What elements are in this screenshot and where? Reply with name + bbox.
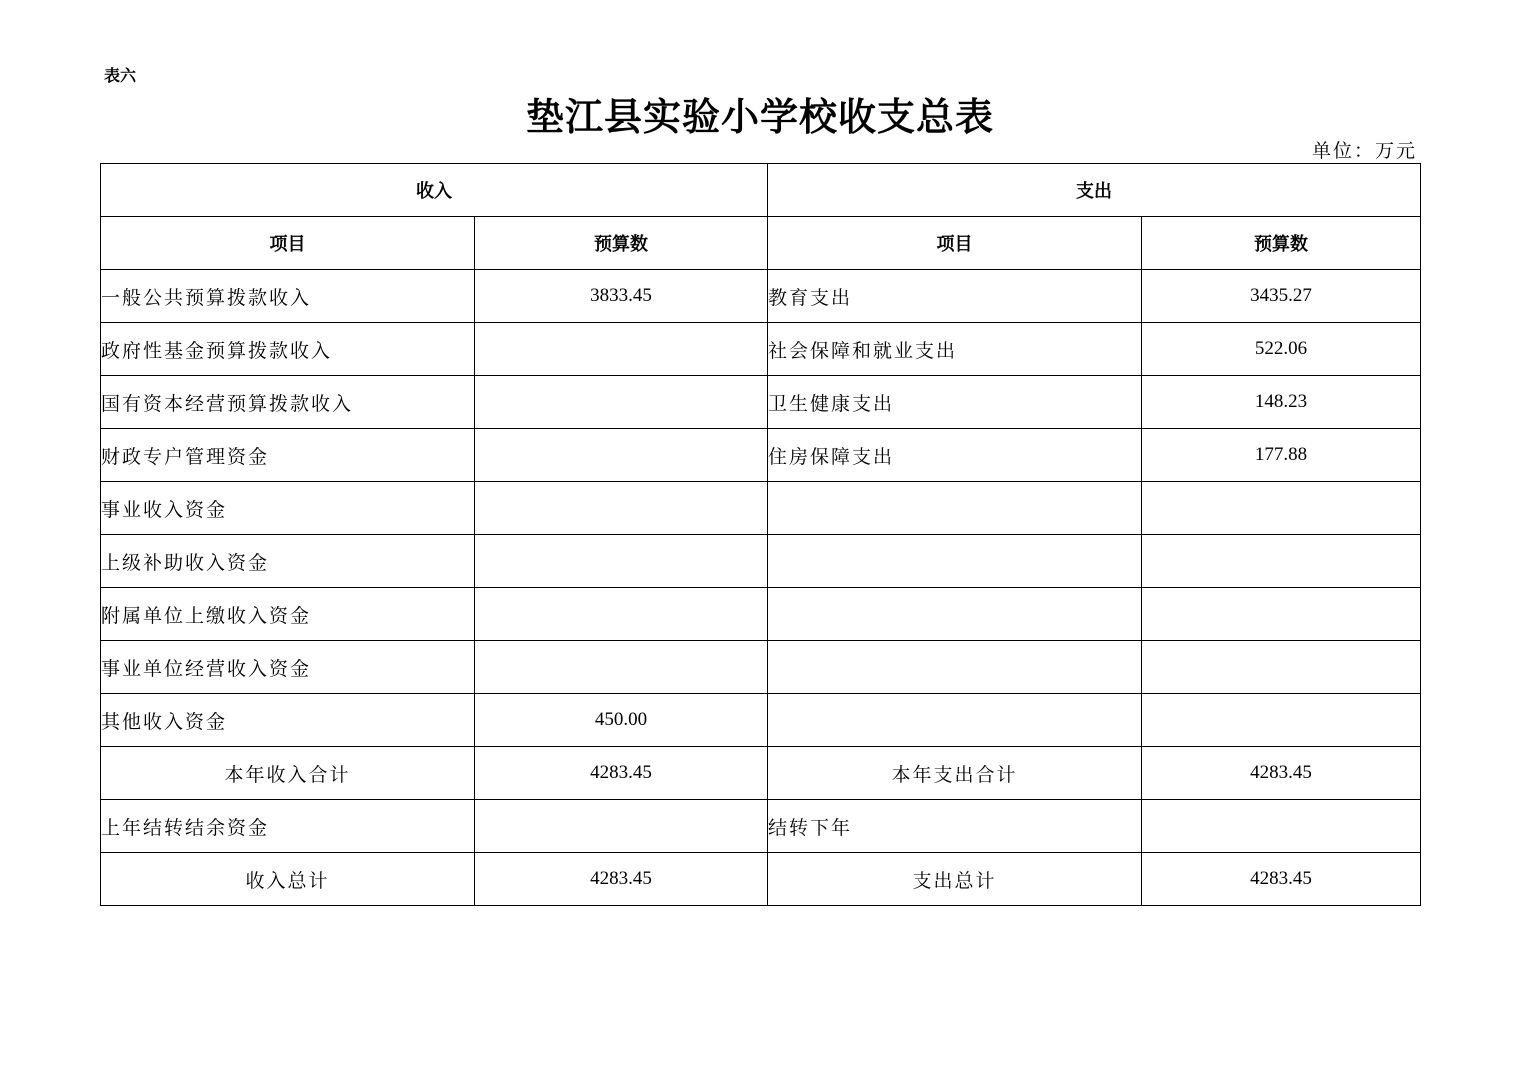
income-value-cell: 4283.45: [475, 853, 768, 906]
expense-value-cell: [1142, 800, 1421, 853]
table-label: 表六: [104, 66, 137, 85]
income-budget-header: 预算数: [475, 217, 768, 270]
expense-item-cell: [768, 588, 1142, 641]
expense-item-cell: [768, 482, 1142, 535]
table-row: [101, 853, 1421, 906]
unit-label: 单位：万元: [1311, 140, 1417, 162]
income-item-cell: 事业单位经营收入资金: [101, 641, 475, 694]
table-row: [101, 800, 1421, 853]
expense-budget-header: 预算数: [1142, 217, 1421, 270]
expense-value-cell: [1142, 482, 1421, 535]
income-value-cell: [475, 323, 768, 376]
expense-item-cell: [768, 535, 1142, 588]
expense-item-cell: 本年支出合计: [768, 747, 1142, 800]
income-item-cell: 其他收入资金: [101, 694, 475, 747]
expense-item-cell: [768, 641, 1142, 694]
income-item-cell: 财政专户管理资金: [101, 429, 475, 482]
income-item-cell: 上年结转结余资金: [101, 800, 475, 853]
table-row: [101, 270, 1421, 323]
table-row: [101, 588, 1421, 641]
page-title: 垫江县实验小学校收支总表: [525, 94, 994, 139]
expense-group-header: 支出: [768, 164, 1421, 217]
column-header-row: [101, 217, 1421, 270]
group-header-row: [101, 164, 1421, 217]
table-row: [101, 429, 1421, 482]
expense-value-cell: [1142, 694, 1421, 747]
expense-item-cell: 结转下年: [768, 800, 1142, 853]
income-value-cell: [475, 800, 768, 853]
expense-value-cell: [1142, 535, 1421, 588]
income-value-cell: 4283.45: [475, 747, 768, 800]
income-value-cell: [475, 641, 768, 694]
income-value-cell: [475, 376, 768, 429]
expense-value-cell: [1142, 641, 1421, 694]
table-row: [101, 694, 1421, 747]
income-value-cell: 3833.45: [475, 270, 768, 323]
income-expense-table: [100, 163, 1421, 906]
expense-value-cell: 4283.45: [1142, 747, 1421, 800]
income-item-cell: 上级补助收入资金: [101, 535, 475, 588]
expense-value-cell: [1142, 588, 1421, 641]
table-row: [101, 323, 1421, 376]
table-row: [101, 641, 1421, 694]
expense-item-cell: 支出总计: [768, 853, 1142, 906]
income-item-cell: 本年收入合计: [101, 747, 475, 800]
expense-value-cell: 3435.27: [1142, 270, 1421, 323]
income-item-cell: 收入总计: [101, 853, 475, 906]
income-item-cell: 附属单位上缴收入资金: [101, 588, 475, 641]
income-item-cell: 一般公共预算拨款收入: [101, 270, 475, 323]
income-value-cell: [475, 535, 768, 588]
expense-value-cell: 148.23: [1142, 376, 1421, 429]
expense-value-cell: 177.88: [1142, 429, 1421, 482]
expense-item-cell: 教育支出: [768, 270, 1142, 323]
expense-item-cell: 卫生健康支出: [768, 376, 1142, 429]
expense-item-cell: [768, 694, 1142, 747]
table-row: [101, 747, 1421, 800]
income-value-cell: [475, 429, 768, 482]
expense-item-cell: 住房保障支出: [768, 429, 1142, 482]
income-group-header: 收入: [101, 164, 768, 217]
expense-item-header: 项目: [768, 217, 1142, 270]
table-row: [101, 535, 1421, 588]
table-row: [101, 482, 1421, 535]
expense-value-cell: 4283.45: [1142, 853, 1421, 906]
income-item-cell: 政府性基金预算拨款收入: [101, 323, 475, 376]
expense-item-cell: 社会保障和就业支出: [768, 323, 1142, 376]
income-item-cell: 事业收入资金: [101, 482, 475, 535]
income-item-header: 项目: [101, 217, 475, 270]
income-value-cell: [475, 588, 768, 641]
table-row: [101, 376, 1421, 429]
income-item-cell: 国有资本经营预算拨款收入: [101, 376, 475, 429]
income-value-cell: 450.00: [475, 694, 768, 747]
income-value-cell: [475, 482, 768, 535]
expense-value-cell: 522.06: [1142, 323, 1421, 376]
